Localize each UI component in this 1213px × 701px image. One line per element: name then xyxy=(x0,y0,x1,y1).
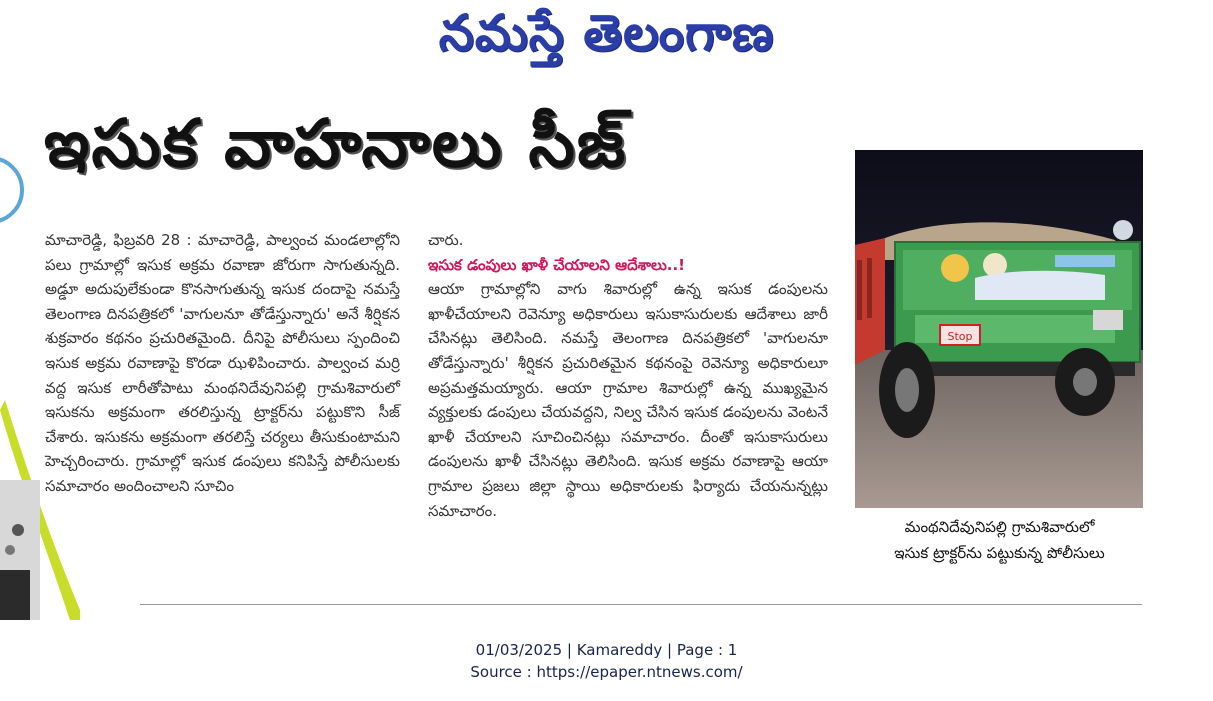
divider-rule xyxy=(140,604,1142,605)
headline: ఇసుక వాహనాలు సీజ్ xyxy=(44,105,628,182)
article-col1-text: మాచారెడ్డి, ఫిబ్రవరి 28 : మాచారెడ్డి, పాల్వంచ మండలాల్లోని పలు గ్రామాల్లో ఇసుక అక్రమ రవాణా జోరుగా సాగుతున్నది. అడ్డూ అదుపులేకుండా కొనసాగుతున్న ఇసుక దందాపై నమస్తే తెలంగాణ దినపత్రికలో 'వాగులనూ తోడేస్తున్నారు' అనే శీర్షికన శుక్రవారం కథనం ప్రచురితమైంది. దీనిపై పోలీసులు స్పందించి ఇసుక అక్రమ రవాణాపై కొరడా ఝళిపించారు. పాల్వంచ మర్రి వద్ద ఇసుక లారీతోపాటు మంథనిదేవునిపల్లి గ్రామశివారులో ఇసుకను అక్రమంగా తరలిస్తున్న ట్రాక్టర్‌ను పట్టుకొని సీజ్ చేశారు. ఇసుకను అక్రమంగా తరలిస్తే చర్యలు తీసుకుంటామని హెచ్చరించారు. గ్రామాల్లో ఇసుక డంపులు కనిపిస్తే పోలీసులకు సమాచారం అందించాలని సూచిం xyxy=(45,231,400,495)
tractor-photo xyxy=(855,150,1143,508)
masthead-title: నమస్తే తెలంగాణ xyxy=(438,4,775,62)
article-subhead: ఇసుక డంపులు ఖాళీ చేయాలని ఆదేశాలు..! xyxy=(428,255,686,274)
footer-date-edition: 01/03/2025 | Kamareddy | Page : 1 xyxy=(475,641,738,659)
article-col2-lead: చారు. xyxy=(428,231,464,249)
footer-source: Source : https://epaper.ntnews.com/ xyxy=(470,663,743,681)
article-col2-text: ఆయా గ్రామాల్లోని వాగు శివారుల్లో ఉన్న ఇసుక డంపులను ఖాళీచేయాలని రెవెన్యూ అధికారులు ఇసుకాసురులకు ఆదేశాలు జారీ చేసినట్లు తెలిసింది. నమస్తే తెలంగాణ దినపత్రికలో 'వాగులనూ తోడేస్తున్నారు' శీర్షికన ప్రచురితమైన కథనంపై రెవెన్యూ అధికారులూ అప్రమత్తమయ్యారు. ఆయా గ్రామాల శివారుల్లో ఉన్న ముఖ్యమైన వ్యక్తులకు డంపులు చేయవద్దని, నిల్వ చేసిన ఇసుక డంపులను వెంటనే ఖాళీ చేయాలని సూచించినట్లు సమాచారం. దీంతో ఇసుకాసురులు డంపులను ఖాళీ చేసినట్లు తెలిసింది. ఇసుక అక్రమ రవాణాపై ఆయా గ్రామాల ప్రజలు జిల్లా స్థాయి అధికారులకు ఫిర్యాదు చేయనున్నట్లు సమాచారం. xyxy=(428,280,828,520)
caption-line-2: ఇసుక ట్రాక్టర్‌ను పట్టుకున్న పోలీసులు xyxy=(894,544,1105,562)
stop-sign-text: Stop xyxy=(947,330,973,343)
caption-line-1: మంథనిదేవునిపల్లి గ్రామశివారులో xyxy=(904,518,1095,536)
photo-caption xyxy=(852,514,1147,566)
article-column-2 xyxy=(428,228,828,523)
article-column-1 xyxy=(45,228,400,499)
